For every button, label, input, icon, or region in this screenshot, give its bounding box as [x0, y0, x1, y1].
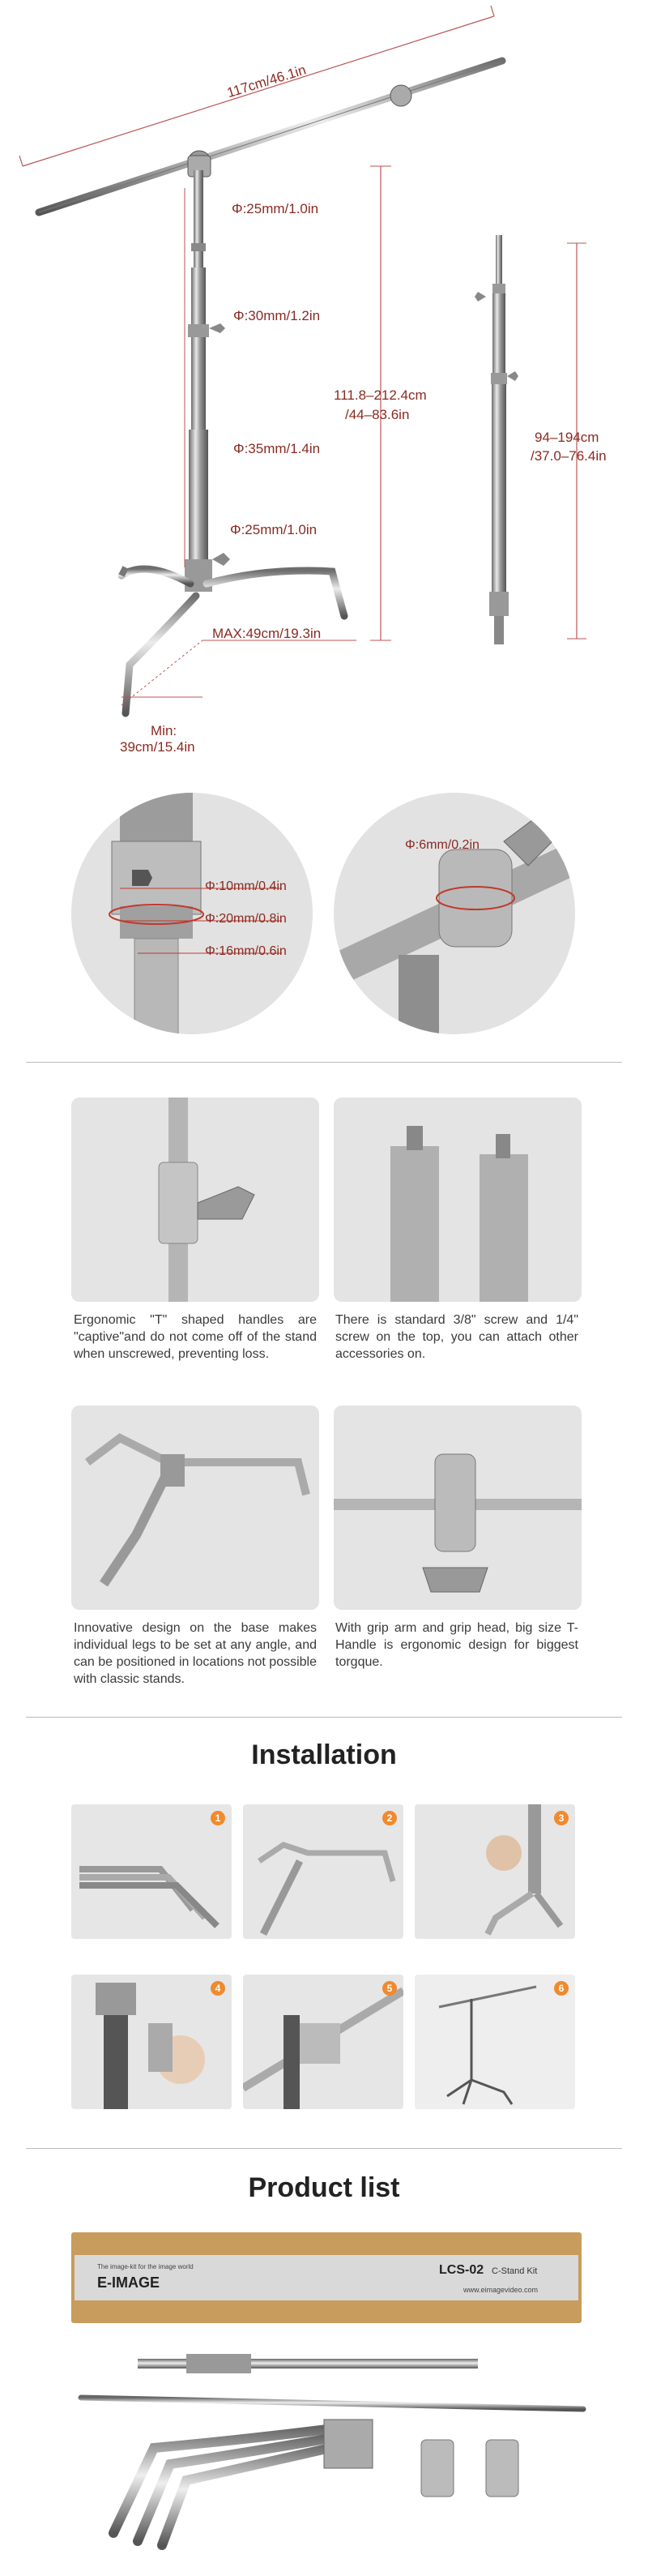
product-contents-image [0, 2351, 648, 2553]
install-step-4 [71, 1975, 232, 2109]
step-5-image [243, 1975, 403, 2109]
step-badge-6: 6 [554, 1981, 569, 1996]
divider-2 [26, 1717, 622, 1718]
column-range-label-1: 94–194cm [535, 430, 599, 445]
step-badge-1: 1 [211, 1811, 225, 1825]
knob-detail-image [334, 793, 575, 1034]
feature-image-grip [334, 1406, 582, 1610]
detail-label-20mm: Φ:20mm/0.8in [205, 912, 287, 926]
step-badge-3: 3 [554, 1811, 569, 1825]
feature-text-grip: With grip arm and grip head, big size T-Handle is ergonomic design for biggest torgque. [335, 1621, 578, 1669]
feature-image-base [71, 1406, 319, 1610]
column-range-label-2: /37.0–76.4in [531, 448, 607, 464]
box-model-sub: C-Stand Kit [492, 2266, 538, 2276]
step-badge-4: 4 [211, 1981, 225, 1996]
divider-1 [26, 1062, 622, 1063]
install-step-1 [71, 1804, 232, 1939]
low-tube-label: Φ:35mm/1.4in [233, 441, 321, 456]
mid-tube-label: Φ:30mm/1.2in [233, 308, 321, 323]
step-badge-5: 5 [382, 1981, 397, 1996]
box-brand-logo: E-IMAGE [97, 2274, 160, 2291]
install-step-6 [415, 1975, 575, 2109]
stand-illustration [0, 0, 648, 754]
t-handle-image [71, 1098, 319, 1302]
divider-3 [26, 2148, 622, 2149]
screw-spigot-image [334, 1098, 582, 1302]
step-6-image [415, 1975, 575, 2109]
boom-length-label: 117cm/46.1in [225, 62, 308, 101]
feature-text-screws: There is standard 3/8" screw and 1/4" screw on the top, you can attach other accessories on. [335, 1313, 578, 1361]
install-step-5 [243, 1975, 403, 2109]
feature-image-screws [334, 1098, 582, 1302]
installation-title: Installation [251, 1739, 397, 1770]
step-badge-2: 2 [382, 1811, 397, 1825]
detail-label-16mm: Φ:16mm/0.6in [205, 944, 287, 958]
feature-text-handle: Ergonomic "T" shaped handles are "captive"and do not come off of the stand when unscrewed, preventing loss. [74, 1313, 317, 1361]
step-3-image [415, 1804, 575, 1939]
feature-image-handle [71, 1098, 319, 1302]
max-spread-label: MAX:49cm/19.3in [212, 626, 322, 641]
detail-label-6mm: Φ:6mm/0.2in [405, 838, 480, 852]
base-leg-image [71, 1406, 319, 1610]
install-step-3 [415, 1804, 575, 1939]
detail-circle-right [334, 793, 575, 1034]
box-url: www.eimagevideo.com [463, 2286, 539, 2294]
box-model: LCS-02 [439, 2263, 484, 2277]
leg-tube-label: Φ:25mm/1.0in [230, 522, 318, 537]
product-box [71, 2232, 582, 2323]
install-step-2 [243, 1804, 403, 1939]
box-tagline: The image-kit for the image world [97, 2263, 194, 2270]
detail-circle-left [71, 793, 313, 1034]
top-tube-label: Φ:25mm/1.0in [232, 201, 319, 216]
height-range-label-1: 111.8–212.4cm [334, 387, 427, 403]
height-range-label-2: /44–83.6in [345, 407, 410, 422]
step-4-image [71, 1975, 232, 2109]
product-box-label [75, 2255, 578, 2300]
step-1-image [71, 1804, 232, 1939]
step-2-image [243, 1804, 403, 1939]
stand-diagram [0, 0, 648, 754]
detail-label-10mm: Φ:10mm/0.4in [205, 879, 287, 893]
min-spread-label-1: Min: [151, 723, 177, 738]
min-spread-label-2: 39cm/15.4in [120, 739, 195, 755]
grip-head-image [334, 1406, 582, 1610]
feature-text-base: Innovative design on the base makes individual legs to be set at any angle, and can be positioned in locations not possible with classic stands. [74, 1621, 317, 1686]
product-list-title: Product list [248, 2172, 400, 2203]
